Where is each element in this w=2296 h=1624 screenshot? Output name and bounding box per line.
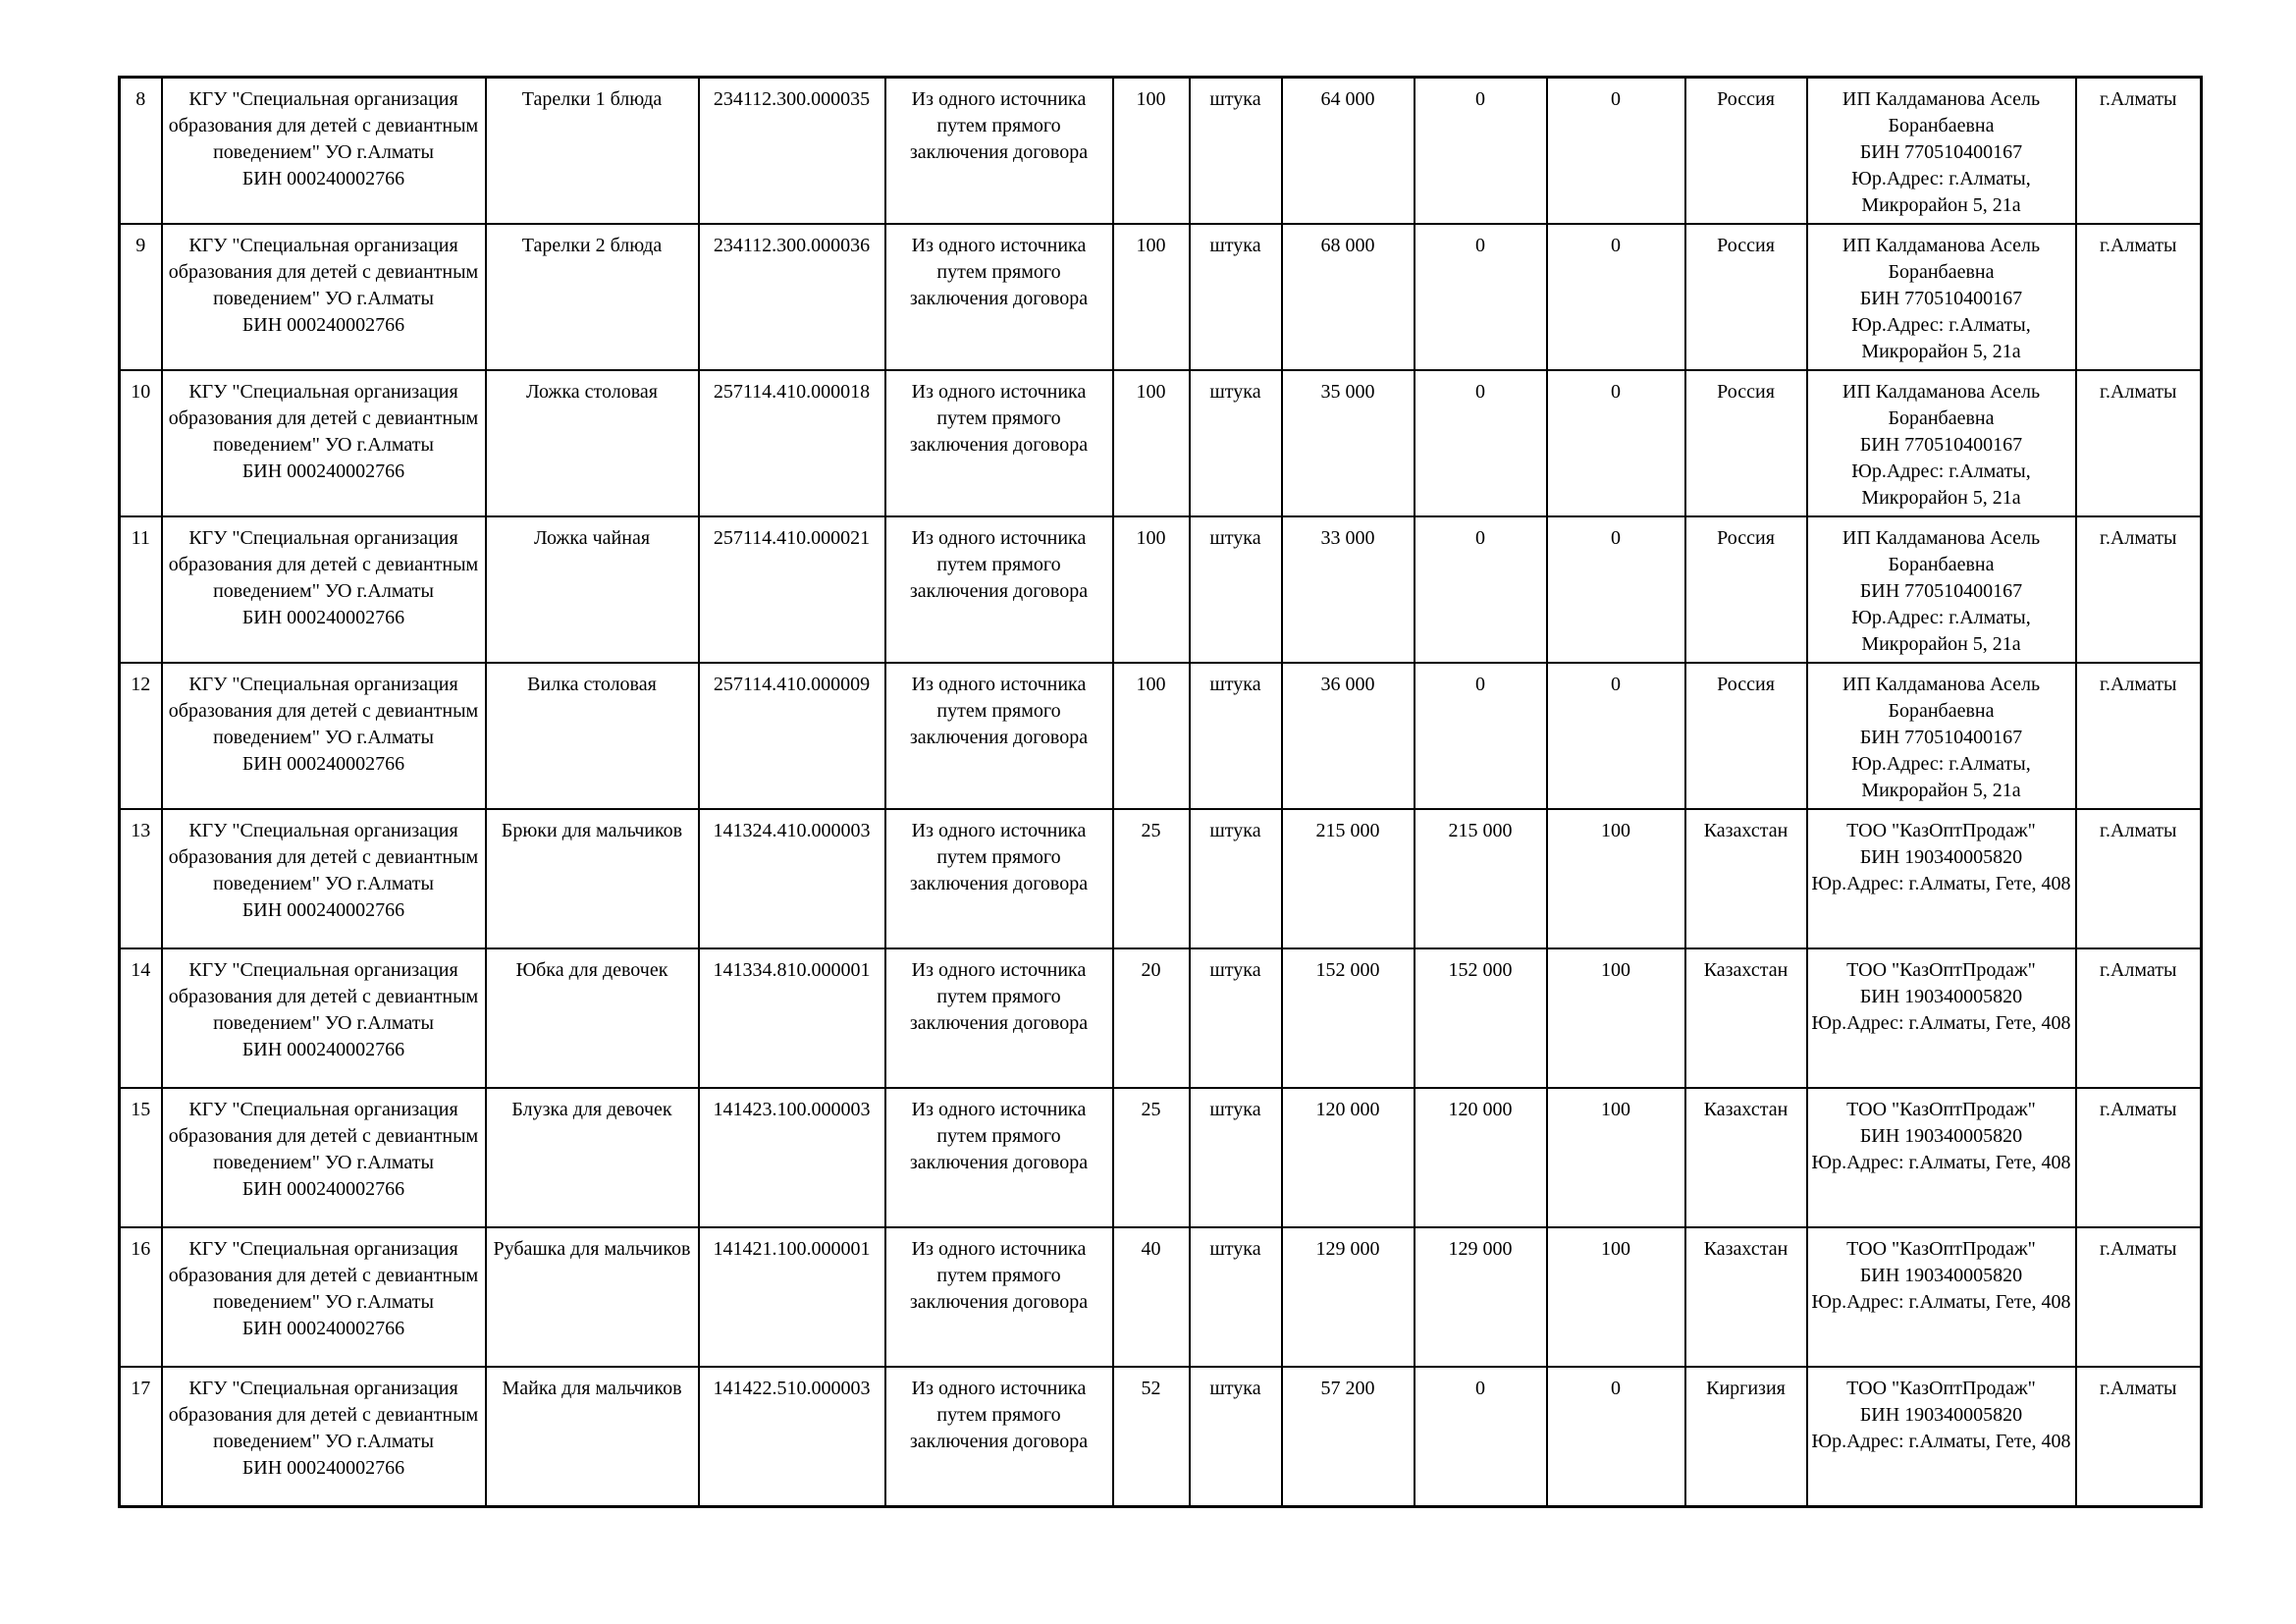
local-content-percent: 100	[1547, 1227, 1685, 1367]
procurement-method: Из одного источника путем прямого заключения договора	[885, 1227, 1113, 1367]
delivery-city: г.Алматы	[2076, 1227, 2202, 1367]
customer-organization: КГУ "Специальная организация образования для детей с девиантным поведением" УО г.Алматы БИН 000240002766	[162, 948, 486, 1088]
row-number: 15	[120, 1088, 162, 1227]
item-code: 141421.100.000001	[699, 1227, 885, 1367]
item-name: Тарелки 2 блюда	[486, 224, 699, 370]
quantity: 100	[1113, 370, 1190, 516]
delivery-city: г.Алматы	[2076, 224, 2202, 370]
procurement-method: Из одного источника путем прямого заключения договора	[885, 948, 1113, 1088]
delivery-city: г.Алматы	[2076, 948, 2202, 1088]
row-number: 12	[120, 663, 162, 809]
row-number: 8	[120, 78, 162, 225]
total-amount: 36 000	[1282, 663, 1415, 809]
customer-organization: КГУ "Специальная организация образования для детей с девиантным поведением" УО г.Алматы БИН 000240002766	[162, 1367, 486, 1506]
supplier-info: ТОО "КазОптПродаж" БИН 190340005820 Юр.Адрес: г.Алматы, Гете, 408	[1807, 948, 2076, 1088]
item-code: 141422.510.000003	[699, 1367, 885, 1506]
local-content-amount: 0	[1415, 78, 1547, 225]
unit-of-measure: штука	[1190, 809, 1282, 948]
delivery-city: г.Алматы	[2076, 370, 2202, 516]
local-content-amount: 120 000	[1415, 1088, 1547, 1227]
local-content-percent: 0	[1547, 370, 1685, 516]
delivery-city: г.Алматы	[2076, 1088, 2202, 1227]
supplier-info: ИП Калдаманова Асель Боранбаевна БИН 770510400167 Юр.Адрес: г.Алматы, Микрорайон 5, 21а	[1807, 516, 2076, 663]
table-row	[120, 1367, 2202, 1506]
country-of-origin: Казахстан	[1685, 948, 1807, 1088]
total-amount: 152 000	[1282, 948, 1415, 1088]
local-content-percent: 100	[1547, 948, 1685, 1088]
delivery-city: г.Алматы	[2076, 78, 2202, 225]
procurement-method: Из одного источника путем прямого заключения договора	[885, 78, 1113, 225]
table-row	[120, 224, 2202, 370]
row-number: 10	[120, 370, 162, 516]
table-row	[120, 1227, 2202, 1367]
row-number: 16	[120, 1227, 162, 1367]
local-content-amount: 0	[1415, 516, 1547, 663]
table-row	[120, 948, 2202, 1088]
local-content-amount: 152 000	[1415, 948, 1547, 1088]
local-content-percent: 0	[1547, 78, 1685, 225]
procurement-method: Из одного источника путем прямого заключения договора	[885, 370, 1113, 516]
customer-organization: КГУ "Специальная организация образования для детей с девиантным поведением" УО г.Алматы БИН 000240002766	[162, 224, 486, 370]
local-content-percent: 0	[1547, 516, 1685, 663]
country-of-origin: Казахстан	[1685, 1088, 1807, 1227]
local-content-amount: 215 000	[1415, 809, 1547, 948]
total-amount: 215 000	[1282, 809, 1415, 948]
total-amount: 120 000	[1282, 1088, 1415, 1227]
local-content-percent: 100	[1547, 1088, 1685, 1227]
delivery-city: г.Алматы	[2076, 663, 2202, 809]
unit-of-measure: штука	[1190, 948, 1282, 1088]
table-row	[120, 370, 2202, 516]
total-amount: 64 000	[1282, 78, 1415, 225]
local-content-percent: 0	[1547, 224, 1685, 370]
procurement-method: Из одного источника путем прямого заключения договора	[885, 809, 1113, 948]
quantity: 25	[1113, 809, 1190, 948]
quantity: 100	[1113, 78, 1190, 225]
table-body	[120, 78, 2202, 1507]
customer-organization: КГУ "Специальная организация образования для детей с девиантным поведением" УО г.Алматы БИН 000240002766	[162, 809, 486, 948]
item-name: Тарелки 1 блюда	[486, 78, 699, 225]
country-of-origin: Киргизия	[1685, 1367, 1807, 1506]
total-amount: 68 000	[1282, 224, 1415, 370]
local-content-amount: 0	[1415, 663, 1547, 809]
quantity: 100	[1113, 663, 1190, 809]
supplier-info: ТОО "КазОптПродаж" БИН 190340005820 Юр.Адрес: г.Алматы, Гете, 408	[1807, 1088, 2076, 1227]
unit-of-measure: штука	[1190, 516, 1282, 663]
unit-of-measure: штука	[1190, 78, 1282, 225]
quantity: 100	[1113, 224, 1190, 370]
country-of-origin: Россия	[1685, 224, 1807, 370]
table-row	[120, 78, 2202, 225]
total-amount: 57 200	[1282, 1367, 1415, 1506]
row-number: 17	[120, 1367, 162, 1506]
local-content-percent: 100	[1547, 809, 1685, 948]
table-row	[120, 516, 2202, 663]
item-name: Рубашка для мальчиков	[486, 1227, 699, 1367]
item-name: Вилка столовая	[486, 663, 699, 809]
customer-organization: КГУ "Специальная организация образования для детей с девиантным поведением" УО г.Алматы БИН 000240002766	[162, 516, 486, 663]
unit-of-measure: штука	[1190, 663, 1282, 809]
country-of-origin: Россия	[1685, 370, 1807, 516]
item-name: Брюки для мальчиков	[486, 809, 699, 948]
item-code: 141423.100.000003	[699, 1088, 885, 1227]
local-content-percent: 0	[1547, 663, 1685, 809]
unit-of-measure: штука	[1190, 1367, 1282, 1506]
table-row	[120, 809, 2202, 948]
row-number: 11	[120, 516, 162, 663]
row-number: 9	[120, 224, 162, 370]
local-content-amount: 0	[1415, 1367, 1547, 1506]
delivery-city: г.Алматы	[2076, 809, 2202, 948]
procurement-method: Из одного источника путем прямого заключения договора	[885, 516, 1113, 663]
procurement-method: Из одного источника путем прямого заключения договора	[885, 1367, 1113, 1506]
row-number: 14	[120, 948, 162, 1088]
procurement-table	[118, 76, 2203, 1508]
item-code: 234112.300.000035	[699, 78, 885, 225]
customer-organization: КГУ "Специальная организация образования для детей с девиантным поведением" УО г.Алматы БИН 000240002766	[162, 1227, 486, 1367]
unit-of-measure: штука	[1190, 1227, 1282, 1367]
procurement-method: Из одного источника путем прямого заключения договора	[885, 1088, 1113, 1227]
item-name: Майка для мальчиков	[486, 1367, 699, 1506]
total-amount: 129 000	[1282, 1227, 1415, 1367]
quantity: 25	[1113, 1088, 1190, 1227]
quantity: 40	[1113, 1227, 1190, 1367]
item-code: 234112.300.000036	[699, 224, 885, 370]
local-content-amount: 0	[1415, 370, 1547, 516]
unit-of-measure: штука	[1190, 224, 1282, 370]
item-name: Ложка столовая	[486, 370, 699, 516]
supplier-info: ИП Калдаманова Асель Боранбаевна БИН 770510400167 Юр.Адрес: г.Алматы, Микрорайон 5, 21а	[1807, 224, 2076, 370]
country-of-origin: Казахстан	[1685, 1227, 1807, 1367]
item-code: 257114.410.000009	[699, 663, 885, 809]
local-content-amount: 129 000	[1415, 1227, 1547, 1367]
table-row	[120, 1088, 2202, 1227]
item-code: 141334.810.000001	[699, 948, 885, 1088]
item-code: 257114.410.000021	[699, 516, 885, 663]
item-name: Юбка для девочек	[486, 948, 699, 1088]
procurement-method: Из одного источника путем прямого заключения договора	[885, 663, 1113, 809]
quantity: 20	[1113, 948, 1190, 1088]
local-content-percent: 0	[1547, 1367, 1685, 1506]
quantity: 52	[1113, 1367, 1190, 1506]
quantity: 100	[1113, 516, 1190, 663]
country-of-origin: Россия	[1685, 516, 1807, 663]
supplier-info: ТОО "КазОптПродаж" БИН 190340005820 Юр.Адрес: г.Алматы, Гете, 408	[1807, 1227, 2076, 1367]
customer-organization: КГУ "Специальная организация образования для детей с девиантным поведением" УО г.Алматы БИН 000240002766	[162, 1088, 486, 1227]
row-number: 13	[120, 809, 162, 948]
supplier-info: ИП Калдаманова Асель Боранбаевна БИН 770510400167 Юр.Адрес: г.Алматы, Микрорайон 5, 21а	[1807, 370, 2076, 516]
table-row	[120, 663, 2202, 809]
customer-organization: КГУ "Специальная организация образования для детей с девиантным поведением" УО г.Алматы БИН 000240002766	[162, 663, 486, 809]
customer-organization: КГУ "Специальная организация образования для детей с девиантным поведением" УО г.Алматы БИН 000240002766	[162, 370, 486, 516]
country-of-origin: Россия	[1685, 78, 1807, 225]
supplier-info: ИП Калдаманова Асель Боранбаевна БИН 770510400167 Юр.Адрес: г.Алматы, Микрорайон 5, 21а	[1807, 663, 2076, 809]
unit-of-measure: штука	[1190, 370, 1282, 516]
item-code: 141324.410.000003	[699, 809, 885, 948]
customer-organization: КГУ "Специальная организация образования для детей с девиантным поведением" УО г.Алматы БИН 000240002766	[162, 78, 486, 225]
supplier-info: ИП Калдаманова Асель Боранбаевна БИН 770510400167 Юр.Адрес: г.Алматы, Микрорайон 5, 21а	[1807, 78, 2076, 225]
item-name: Ложка чайная	[486, 516, 699, 663]
delivery-city: г.Алматы	[2076, 516, 2202, 663]
local-content-amount: 0	[1415, 224, 1547, 370]
supplier-info: ТОО "КазОптПродаж" БИН 190340005820 Юр.Адрес: г.Алматы, Гете, 408	[1807, 1367, 2076, 1506]
supplier-info: ТОО "КазОптПродаж" БИН 190340005820 Юр.Адрес: г.Алматы, Гете, 408	[1807, 809, 2076, 948]
total-amount: 35 000	[1282, 370, 1415, 516]
unit-of-measure: штука	[1190, 1088, 1282, 1227]
delivery-city: г.Алматы	[2076, 1367, 2202, 1506]
item-name: Блузка для девочек	[486, 1088, 699, 1227]
country-of-origin: Россия	[1685, 663, 1807, 809]
country-of-origin: Казахстан	[1685, 809, 1807, 948]
total-amount: 33 000	[1282, 516, 1415, 663]
procurement-method: Из одного источника путем прямого заключения договора	[885, 224, 1113, 370]
item-code: 257114.410.000018	[699, 370, 885, 516]
